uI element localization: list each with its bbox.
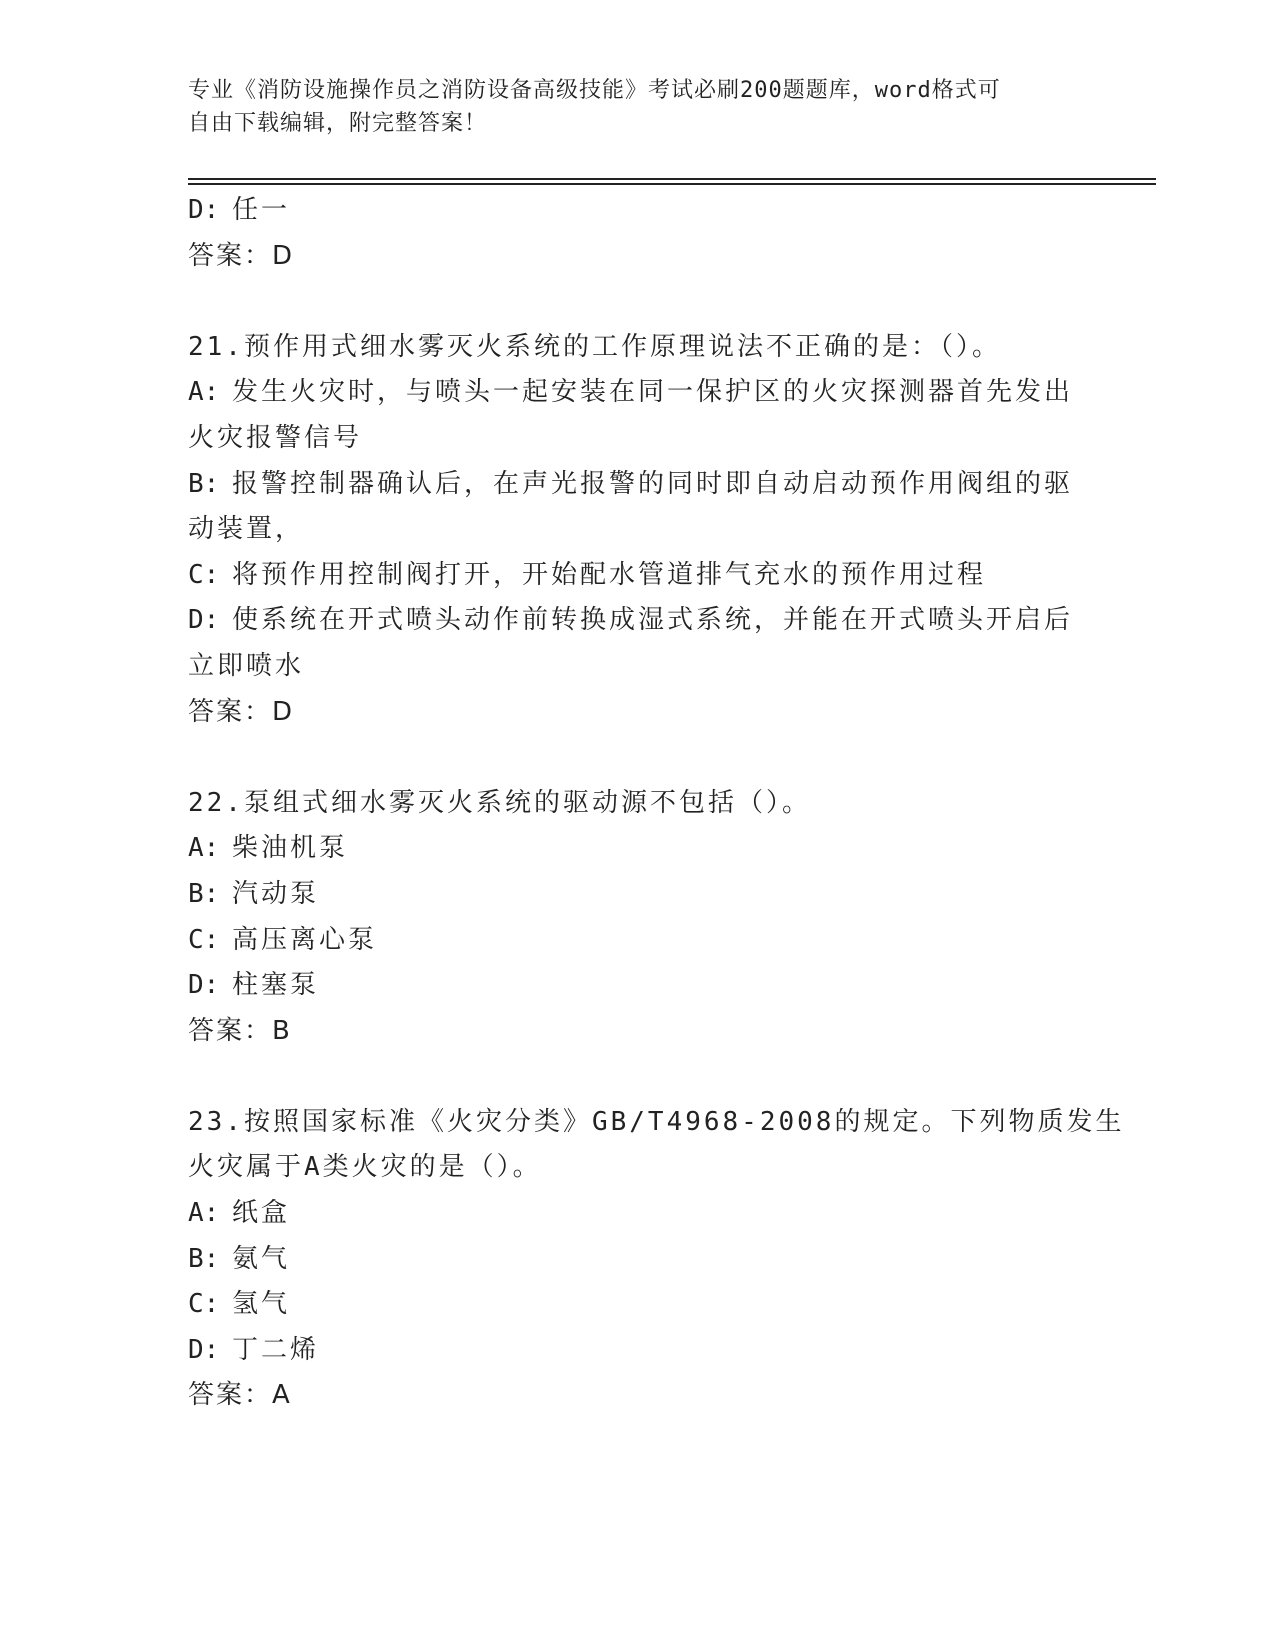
option-a bbox=[188, 826, 1068, 872]
option-key: D: bbox=[188, 195, 220, 225]
option-b bbox=[188, 462, 1074, 508]
option-text: 柱塞泵 bbox=[232, 970, 320, 1001]
option-text: 任一 bbox=[232, 195, 291, 225]
option-key: C: bbox=[188, 559, 220, 590]
document-header bbox=[188, 74, 1068, 140]
option-a-continued: 火灾报警信号 bbox=[188, 422, 363, 453]
option-c bbox=[188, 1282, 1068, 1328]
question-stem-continued: 火灾属于A类火灾的是（）。 bbox=[188, 1152, 542, 1183]
option-d bbox=[188, 963, 1068, 1009]
option-d-continued: 立即喷水 bbox=[188, 650, 305, 681]
spacer bbox=[188, 279, 1068, 325]
option-text: 丁二烯 bbox=[232, 1334, 320, 1365]
header-divider-top bbox=[188, 178, 1156, 180]
question-22 bbox=[188, 781, 1068, 1055]
option-d bbox=[188, 598, 1074, 644]
option-key: A: bbox=[188, 377, 220, 408]
option-key: D: bbox=[188, 1334, 220, 1365]
option-b-continued: 动装置， bbox=[188, 514, 305, 545]
header-divider-bottom bbox=[188, 183, 1156, 185]
spacer bbox=[188, 1054, 1068, 1100]
answer: 答案：D bbox=[188, 240, 295, 271]
answer: 答案：D bbox=[188, 696, 295, 727]
option-c bbox=[188, 553, 1068, 599]
option-key: B: bbox=[188, 1243, 220, 1274]
option-text: 使系统在开式喷头动作前转换成湿式系统，并能在开式喷头开启后 bbox=[232, 605, 1074, 636]
option-b bbox=[188, 1237, 1068, 1283]
option-key: C: bbox=[188, 1289, 220, 1320]
option-text: 纸盒 bbox=[232, 1198, 291, 1229]
option-text: 高压离心泵 bbox=[232, 924, 378, 955]
option-text: 报警控制器确认后，在声光报警的同时即自动启动预作用阀组的驱 bbox=[232, 468, 1074, 499]
option-key: A: bbox=[188, 1198, 220, 1229]
option-text: 汽动泵 bbox=[232, 878, 320, 909]
option-d bbox=[188, 188, 1068, 234]
header-line-2: 自由下载编辑，附完整答案！ bbox=[188, 111, 488, 136]
option-text: 将预作用控制阀打开，开始配水管道排气充水的预作用过程 bbox=[232, 559, 987, 590]
option-key: B: bbox=[188, 468, 220, 499]
option-key: B: bbox=[188, 878, 220, 909]
option-key: D: bbox=[188, 605, 220, 636]
question-stem: 22.泵组式细水雾灭火系统的驱动源不包括（）。 bbox=[188, 787, 811, 818]
option-text: 柴油机泵 bbox=[232, 833, 349, 864]
option-key: D: bbox=[188, 970, 220, 1001]
option-d bbox=[188, 1328, 1068, 1374]
option-a bbox=[188, 1191, 1068, 1237]
option-text: 氨气 bbox=[232, 1243, 291, 1274]
question-21 bbox=[188, 325, 1074, 735]
option-c bbox=[188, 918, 1068, 964]
option-key: C: bbox=[188, 924, 220, 955]
question-23 bbox=[188, 1100, 1125, 1419]
prev-question-tail bbox=[188, 188, 1068, 279]
header-line-1: 专业《消防设施操作员之消防设备高级技能》考试必刷200题题库，word格式可 bbox=[188, 78, 1001, 103]
option-b bbox=[188, 872, 1068, 918]
question-list bbox=[188, 188, 1125, 1419]
answer: 答案：B bbox=[188, 1015, 292, 1046]
answer: 答案：A bbox=[188, 1380, 292, 1411]
question-stem: 21.预作用式细水雾灭火系统的工作原理说法不正确的是：（）。 bbox=[188, 331, 1001, 362]
option-a bbox=[188, 370, 1074, 416]
option-text: 发生火灾时，与喷头一起安装在同一保护区的火灾探测器首先发出 bbox=[232, 377, 1074, 408]
question-stem: 23.按照国家标准《火灾分类》GB/T4968-2008的规定。下列物质发生 bbox=[188, 1106, 1125, 1137]
option-text: 氢气 bbox=[232, 1289, 291, 1320]
option-key: A: bbox=[188, 833, 220, 864]
spacer bbox=[188, 735, 1068, 781]
